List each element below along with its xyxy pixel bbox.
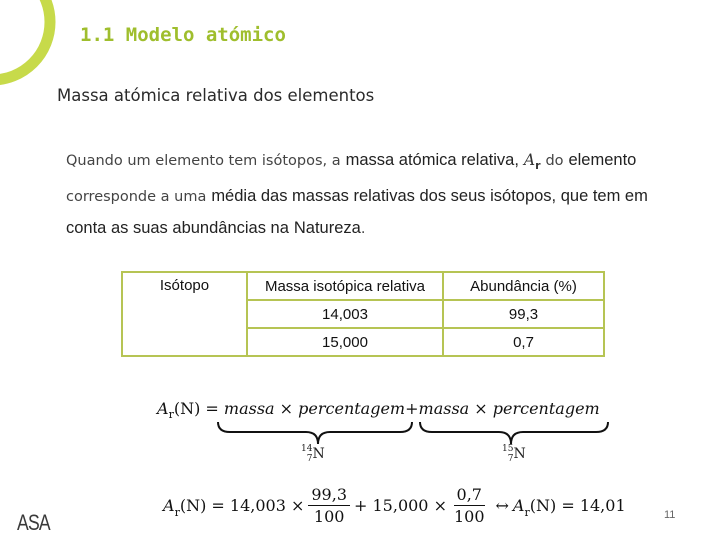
atomic-number: 7 [306,454,313,464]
paragraph-text: . [360,221,366,238]
formula-subscript: r [174,506,180,519]
table-cell: 99,3 [443,300,604,328]
formula-text: (N) = [173,399,219,418]
table-cell: 0,7 [443,328,604,356]
formula-text: + 15,000 × [354,496,447,515]
fraction-numerator: 0,7 [454,484,485,506]
formula-text: (N) = 14,003 × [179,496,305,515]
paragraph-keyword: Natureza [293,219,361,238]
isotope-table [121,271,605,357]
mass-number: 15 [502,444,514,454]
definition-paragraph [66,145,666,245]
paragraph-keyword: média das massas relativas dos seus isótopos, que tem em conta as suas abundâncias na [66,187,648,238]
formula-calculation [163,484,626,527]
header-isotope: Isótopo [159,277,210,294]
formula-operator: + [405,399,419,418]
formula-result: (N) = 14,01 [529,496,626,515]
paragraph-keyword: elemento [568,151,637,169]
isotope-nitrogen-14 [301,444,325,464]
table-cell: 15,000 [247,328,443,356]
fraction-numerator: 99,3 [308,484,350,506]
paragraph-symbol-subscript: r [535,159,541,173]
formula-term: massa × percentagem [418,399,600,418]
underbrace-pair [214,418,614,448]
section-title: Massa atómica relativa dos elementos [57,86,375,105]
isotope-nitrogen-15 [502,444,526,464]
atomic-number: 7 [507,454,514,464]
paragraph-text: do [545,153,564,169]
mass-number: 14 [301,444,313,454]
table-header-row [122,272,604,300]
fraction [308,484,350,527]
fraction-denominator: 100 [313,507,345,526]
paragraph-keyword: massa atómica relativa, [345,151,519,169]
table-header-cell [122,272,247,356]
element-symbol: N [513,446,526,462]
formula-symbol: A [163,496,175,515]
table-header-cell: Abundância (%) [443,272,604,300]
formula-subscript: r [524,506,530,519]
formula-subscript: r [168,408,174,422]
formula-symbol: A [512,496,525,515]
page-number: 11 [664,509,676,521]
formula-term: massa × percentagem [223,399,406,418]
fraction [451,484,488,527]
decorative-circle-arc [0,0,60,110]
equivalence-arrow: ↔ [495,496,509,515]
chapter-title: 1.1 Modelo atómico [80,24,286,46]
fraction-denominator: 100 [453,507,485,526]
paragraph-symbol: A [523,151,536,169]
formula-symbol: A [157,399,169,418]
paragraph-text: corresponde a uma [66,189,207,206]
table-header-cell: Massa isotópica relativa [247,272,443,300]
table-cell: 14,003 [247,300,443,328]
element-symbol: N [312,446,325,462]
paragraph-text: Quando um elemento tem isótopos, a [66,153,341,169]
publisher-logo: ASA [17,510,50,535]
